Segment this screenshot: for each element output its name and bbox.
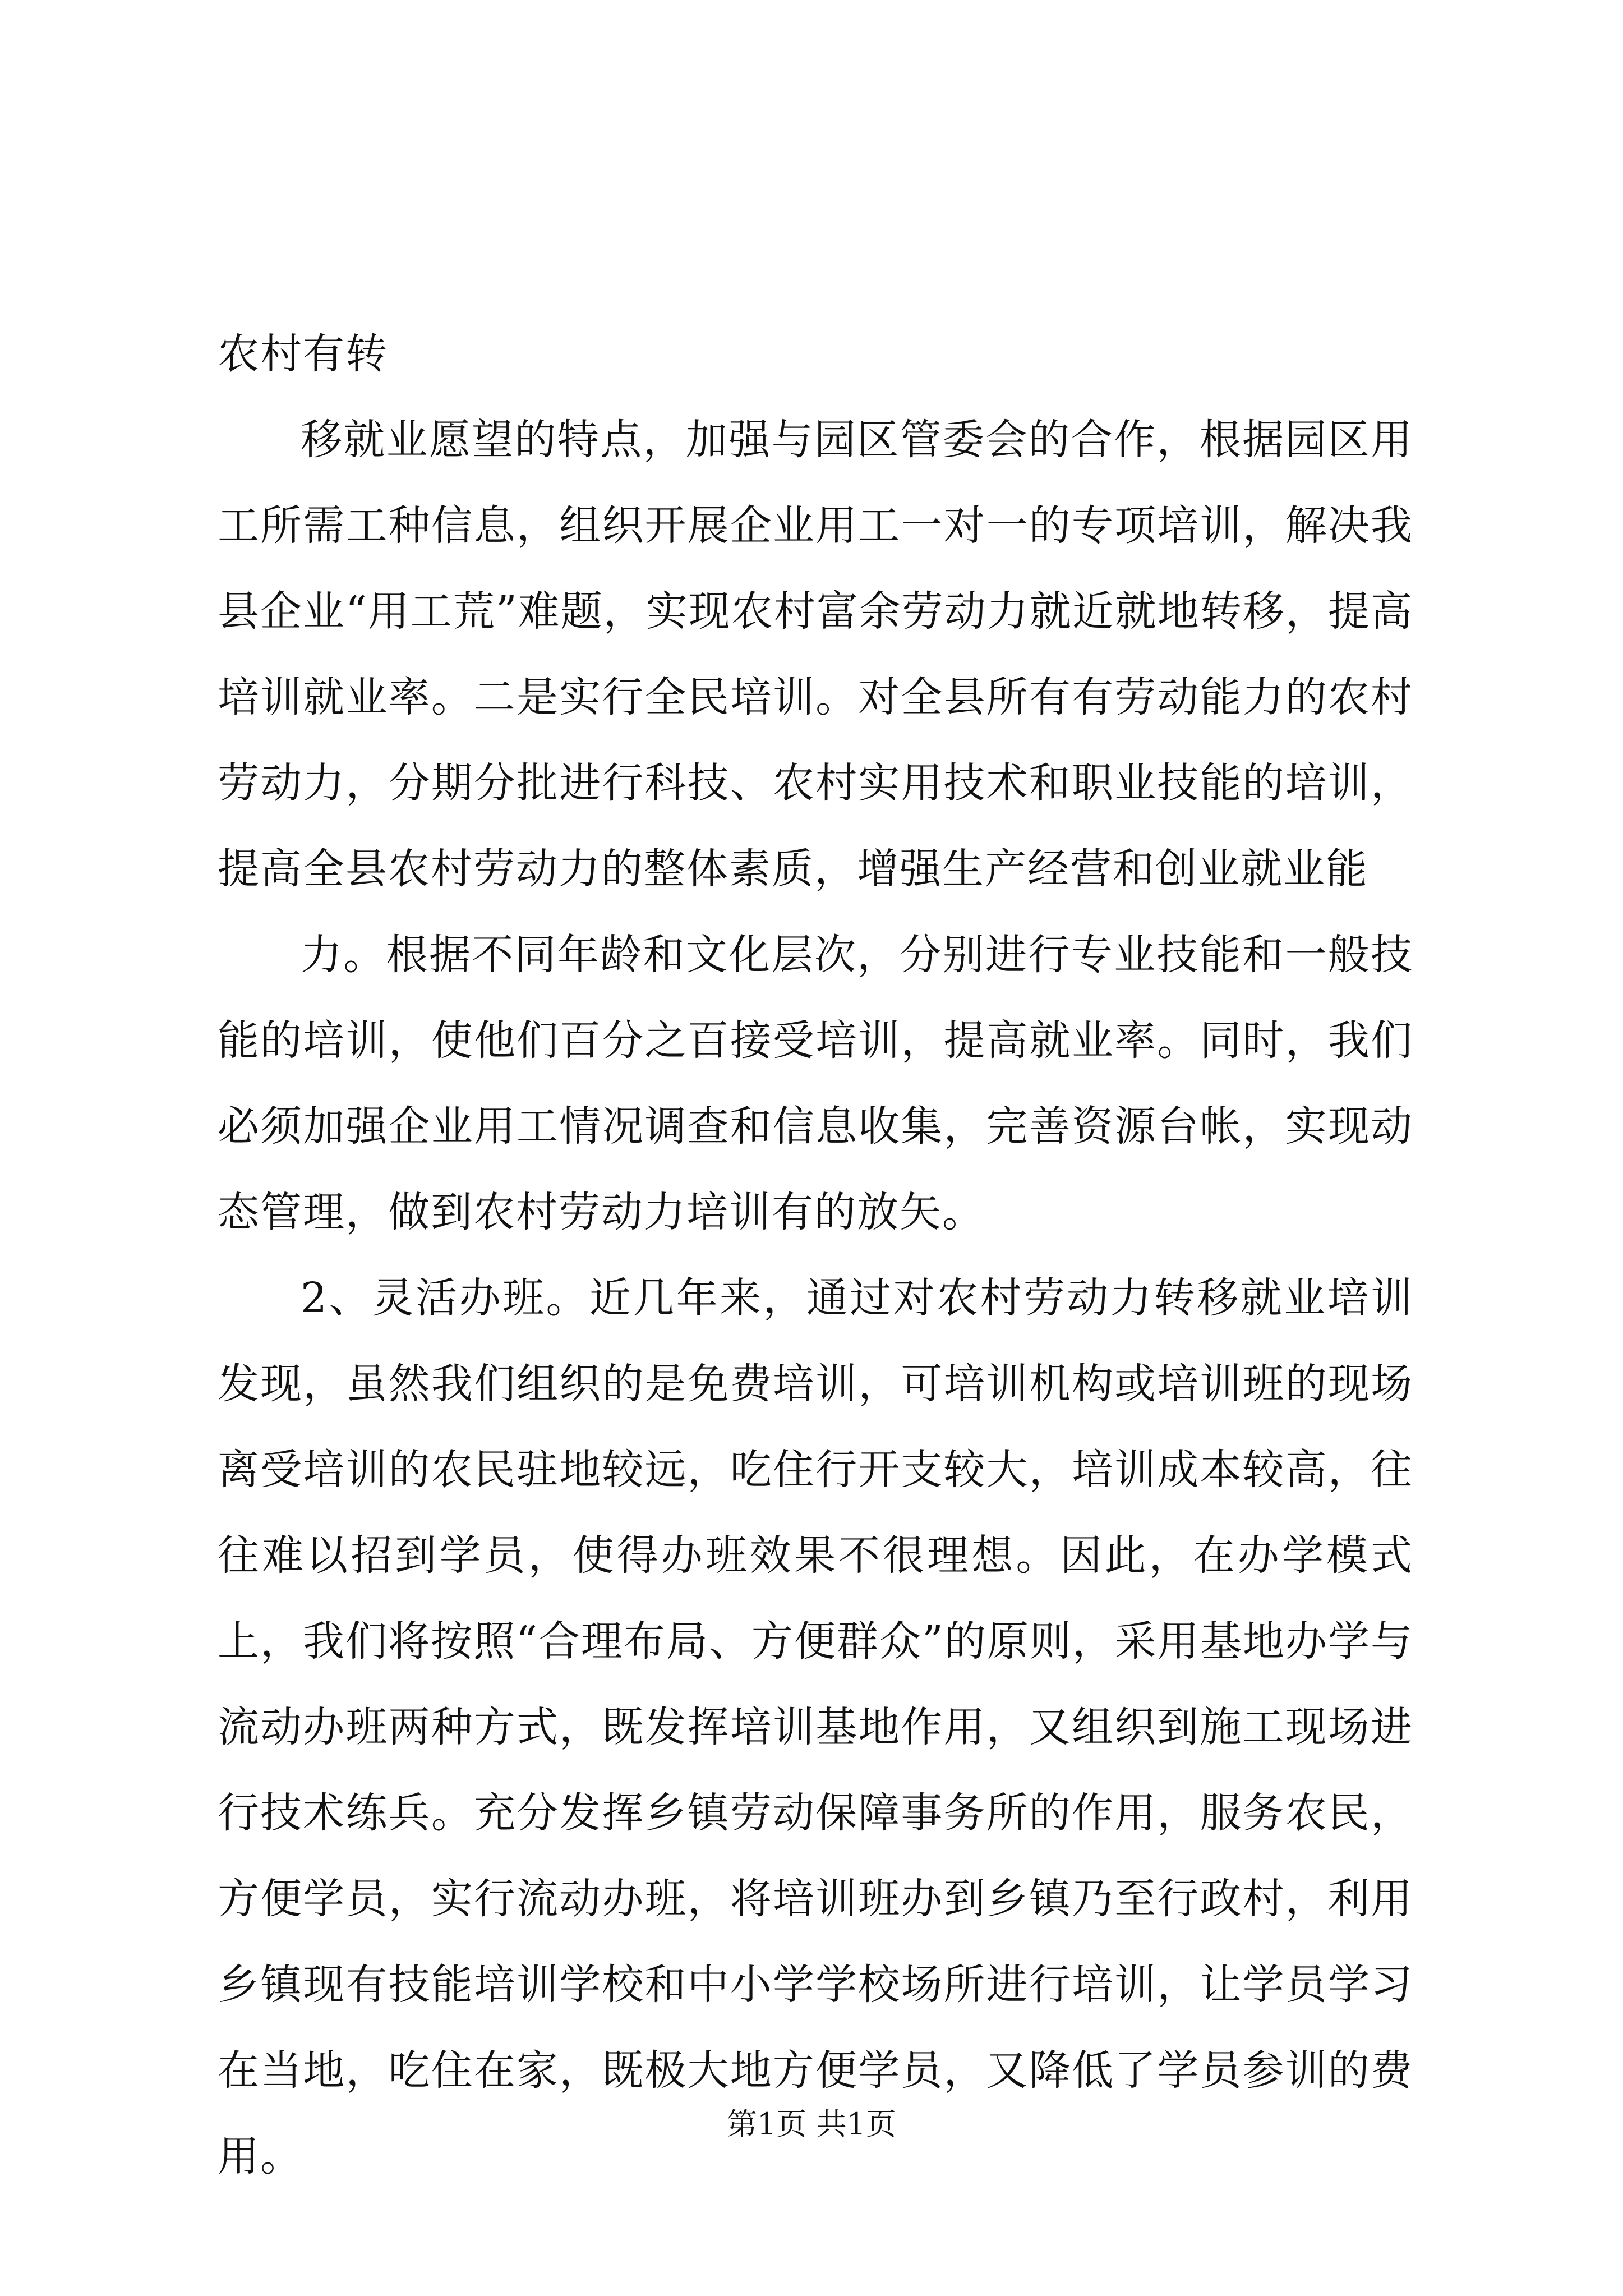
paragraph-heading-fragment: 农村有转 — [218, 330, 388, 378]
paragraph-flexible-classes: 2、灵活办班。近几年来，通过对农村劳动力转移就业培训发现，虽然我们组织的是免费培训，可培训机构或培训班的现场离受培训的农民驻地较远，吃住行开支较大，培训成本较高，往往难以招到学员，使得办班效果不很理想。因此，在办学模式上，我们将按照“合理布局、方便群众”的原则，采用基地办学与流动办班两种方式，既发挥培训基地作用，又组织到施工现场进行技术练兵。充分发挥乡镇劳动保障事务所的作用，服务农民，方便学员，实行流动办班，将培训班办到乡镇乃至行政村，利用乡镇现有技能培训学校和中小学学校场所进行培训，让学员学习在当地，吃住在家，既极大地方便学员，又降低了学员参训的费用。 — [218, 1274, 1413, 2180]
document-body — [218, 311, 1413, 2200]
page-footer: 第1页 共1页 — [727, 2106, 896, 2142]
paragraph-skills-training: 力。根据不同年龄和文化层次，分别进行专业技能和一般技能的培训，使他们百分之百接受培训，提高就业率。同时，我们必须加强企业用工情况调查和信息收集，完善资源台帐，实现动态管理，做到农村劳动力培训有的放矢。 — [218, 931, 1413, 1236]
paragraph-transfer-training: 移就业愿望的特点，加强与园区管委会的合作，根据园区用工所需工种信息，组织开展企业用工一对一的专项培训，解决我县企业“用工荒”难题，实现农村富余劳动力就近就地转移，提高培训就业率。二是实行全民培训。对全县所有有劳动能力的农村劳动力，分期分批进行科技、农村实用技术和职业技能的培训，提高全县农村劳动力的整体素质，增强生产经营和创业就业能 — [218, 416, 1413, 893]
